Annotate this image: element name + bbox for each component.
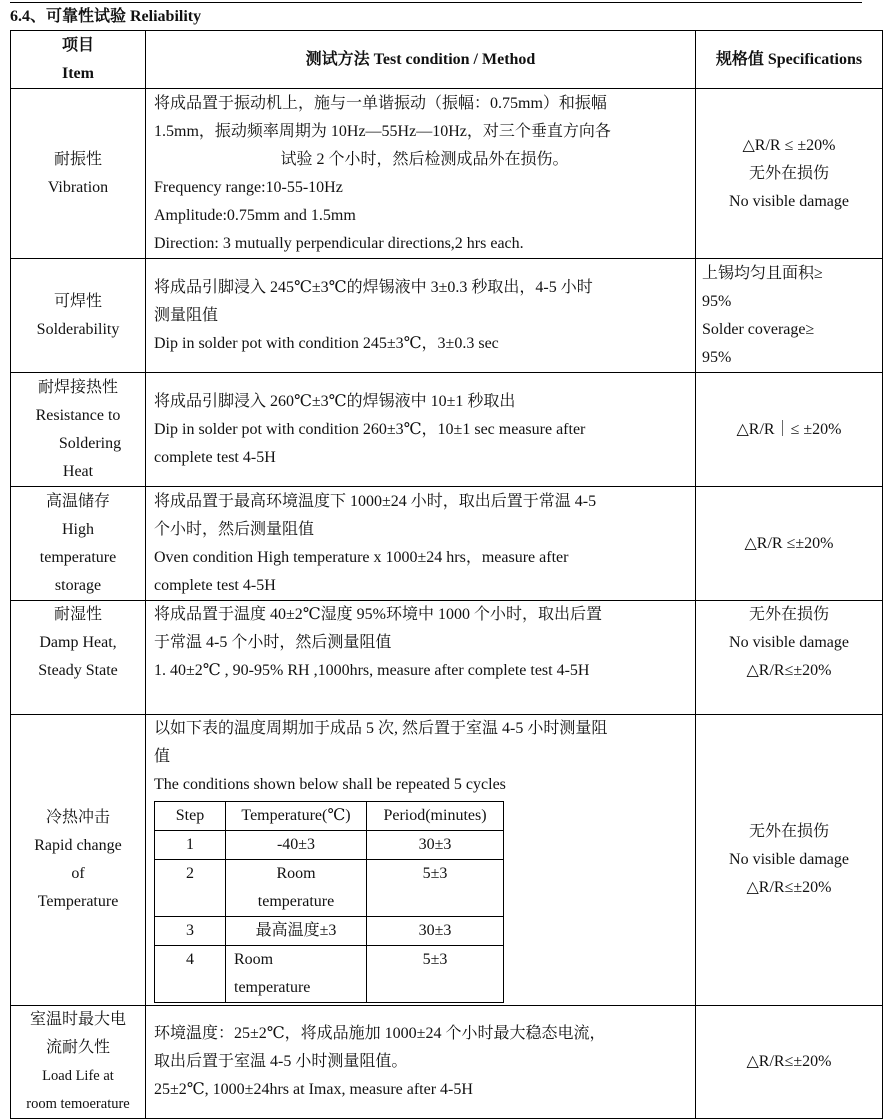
method-line: 取出后置于室温 4-5 小时测量阻值。	[154, 1053, 408, 1070]
item-line: Solderability	[36, 320, 120, 338]
cycle-period: 5±3	[367, 946, 504, 1003]
method-line: 个小时，然后测量阻值	[154, 520, 315, 538]
header-item-en: Item	[62, 64, 94, 82]
method-cell	[146, 715, 696, 1006]
spec-line: 95%	[702, 348, 732, 366]
spec-cell	[696, 259, 883, 373]
spec-line: △R/R≤±20%	[746, 879, 832, 896]
method-line: 值	[154, 748, 171, 765]
method-line: 测量阻值	[154, 306, 219, 324]
item-line: Vibration	[47, 178, 109, 196]
spec-line: 无外在损伤	[748, 164, 829, 182]
method-line: 将成品引脚浸入 245℃±3℃的焊锡液中 3±0.3 秒取出，4-5 小时	[154, 278, 593, 296]
cycle-temperature: Room temperature	[226, 946, 367, 1003]
method-cell	[146, 1006, 696, 1119]
top-rule	[10, 2, 862, 3]
cycle-step: 4	[155, 946, 226, 1003]
table-row	[11, 259, 883, 373]
header-item-cn: 项目	[61, 36, 94, 54]
cycle-header-step: Step	[155, 802, 226, 831]
method-line: Frequency range:10-55-10Hz	[154, 178, 343, 196]
method-line: 将成品引脚浸入 260℃±3℃的焊锡液中 10±1 秒取出	[154, 392, 516, 410]
spec-cell	[696, 89, 883, 259]
item-line: 高温储存	[45, 492, 110, 510]
item-cell	[11, 715, 146, 1006]
table-row	[11, 601, 883, 715]
cycle-step: 1	[155, 831, 226, 860]
item-line: Temperature	[37, 893, 119, 910]
item-line: Soldering	[58, 434, 122, 452]
item-line: 冷热冲击	[45, 809, 110, 826]
item-line: Heat	[62, 462, 94, 480]
method-cell	[146, 259, 696, 373]
method-cell	[146, 89, 696, 259]
item-line: Resistance to	[35, 406, 121, 424]
cycle-row	[155, 917, 504, 946]
spec-line: △R/R ≤ ±20%	[742, 136, 836, 154]
cycle-row	[155, 860, 504, 917]
cycle-header-temperature: Temperature(℃)	[226, 802, 367, 831]
spec-cell	[696, 487, 883, 601]
method-line: Dip in solder pot with condition 260±3℃，10±1 sec measure after	[154, 420, 586, 438]
item-line: Steady State	[38, 662, 118, 679]
spec-line: Solder coverage≥	[702, 320, 815, 338]
cycle-step: 2	[155, 860, 226, 917]
cycle-period: 30±3	[367, 831, 504, 860]
table-row	[11, 1006, 883, 1119]
item-line: room temoerature	[26, 1096, 130, 1112]
item-line: temperature	[39, 548, 117, 566]
spec-line: No visible damage	[729, 192, 849, 210]
spec-line: 无外在损伤	[748, 823, 829, 840]
method-line: 将成品置于振动机上，施与一单谐振动（振幅：0.75mm）和振幅	[154, 94, 607, 112]
method-line: The conditions shown below shall be repeated 5 cycles	[154, 776, 506, 793]
item-cell	[11, 487, 146, 601]
method-line: Amplitude:0.75mm and 1.5mm	[154, 206, 356, 224]
cycle-row	[155, 946, 504, 1003]
item-line: 室温时最大电	[29, 1011, 126, 1028]
cycle-temperature: 最高温度±3	[226, 917, 367, 946]
item-line: of	[71, 865, 85, 882]
table-header-row	[11, 31, 883, 89]
method-line: 于常温 4-5 个小时，然后测量阻值	[154, 634, 392, 651]
cycle-temperature: Room temperature	[226, 860, 367, 917]
section-heading: 6.4、可靠性试验 Reliability	[10, 8, 202, 25]
spec-line: △R/R≤±20%	[746, 1053, 832, 1070]
header-item	[11, 31, 146, 89]
table-row	[11, 487, 883, 601]
method-line: Dip in solder pot with condition 245±3℃，3±0.3 sec	[154, 334, 499, 352]
cycle-step: 3	[155, 917, 226, 946]
spec-line: 无外在损伤	[748, 606, 829, 623]
method-line: 1.5mm，振动频率周期为 10Hz—55Hz—10Hz，对三个垂直方向各	[154, 122, 611, 140]
item-line: Damp Heat,	[39, 634, 117, 651]
method-cell	[146, 601, 696, 715]
item-line: 可焊性	[53, 292, 102, 310]
cycle-header-period: Period(minutes)	[367, 802, 504, 831]
item-cell	[11, 259, 146, 373]
item-line: Load Life at	[42, 1068, 114, 1084]
spec-cell	[696, 1006, 883, 1119]
item-line: 耐湿性	[53, 606, 102, 623]
method-line: 试验 2 个小时，然后检测成品外在损伤。	[280, 150, 569, 168]
cycle-period: 30±3	[367, 917, 504, 946]
spec-line: No visible damage	[729, 851, 849, 868]
table-row	[11, 715, 883, 1006]
method-cell	[146, 373, 696, 487]
spec-line: △R/R≤±20%	[746, 662, 832, 679]
spec-line: No visible damage	[729, 634, 849, 651]
cycle-header-row	[155, 802, 504, 831]
spec-cell	[696, 715, 883, 1006]
spec-line: 95%	[702, 292, 732, 310]
item-line: High	[62, 520, 94, 538]
cycle-row	[155, 831, 504, 860]
spec-line: △R/R ≤±20%	[744, 534, 834, 552]
item-line: 耐焊接热性	[37, 378, 118, 396]
spec-line: 上锡均匀且面积≥	[702, 264, 823, 282]
table-row	[11, 373, 883, 487]
method-line: 25±2℃, 1000±24hrs at Imax, measure after 4-5H	[154, 1081, 473, 1098]
cycle-period: 5±3	[367, 860, 504, 917]
header-method: 测试方法 Test condition / Method	[146, 31, 696, 89]
method-line: Oven condition High temperature x 1000±24 hrs，measure after	[154, 548, 569, 566]
method-line: 将成品置于最高环境温度下 1000±24 小时，取出后置于常温 4-5	[154, 492, 597, 510]
spec-cell	[696, 601, 883, 715]
item-cell	[11, 601, 146, 715]
method-line: 1. 40±2℃ , 90-95% RH ,1000hrs, measure after complete test 4-5H	[154, 662, 590, 679]
item-line: storage	[54, 576, 102, 594]
spec-line: △R/R｜≤ ±20%	[736, 420, 842, 438]
header-spec: 规格值 Specifications	[696, 31, 883, 89]
method-line: complete test 4-5H	[154, 576, 276, 594]
item-line: 耐振性	[53, 150, 102, 168]
method-line: Direction: 3 mutually perpendicular directions,2 hrs each.	[154, 234, 524, 252]
table-row	[11, 89, 883, 259]
method-line: 环境温度：25±2℃，将成品施加 1000±24 个小时最大稳态电流，	[154, 1025, 606, 1042]
method-line: complete test 4-5H	[154, 448, 276, 466]
spec-cell	[696, 373, 883, 487]
reliability-table	[10, 30, 883, 1119]
item-cell	[11, 89, 146, 259]
item-line: Rapid change	[34, 837, 122, 854]
item-cell	[11, 1006, 146, 1119]
method-line: 以如下表的温度周期加于成品 5 次, 然后置于室温 4-5 小时测量阻	[154, 720, 608, 737]
cycle-temperature: -40±3	[226, 831, 367, 860]
method-line: 将成品置于温度 40±2℃湿度 95%环境中 1000 个小时，取出后置	[154, 606, 603, 623]
method-cell	[146, 487, 696, 601]
item-cell	[11, 373, 146, 487]
cycle-table	[154, 801, 504, 1003]
item-line: 流耐久性	[45, 1039, 110, 1056]
